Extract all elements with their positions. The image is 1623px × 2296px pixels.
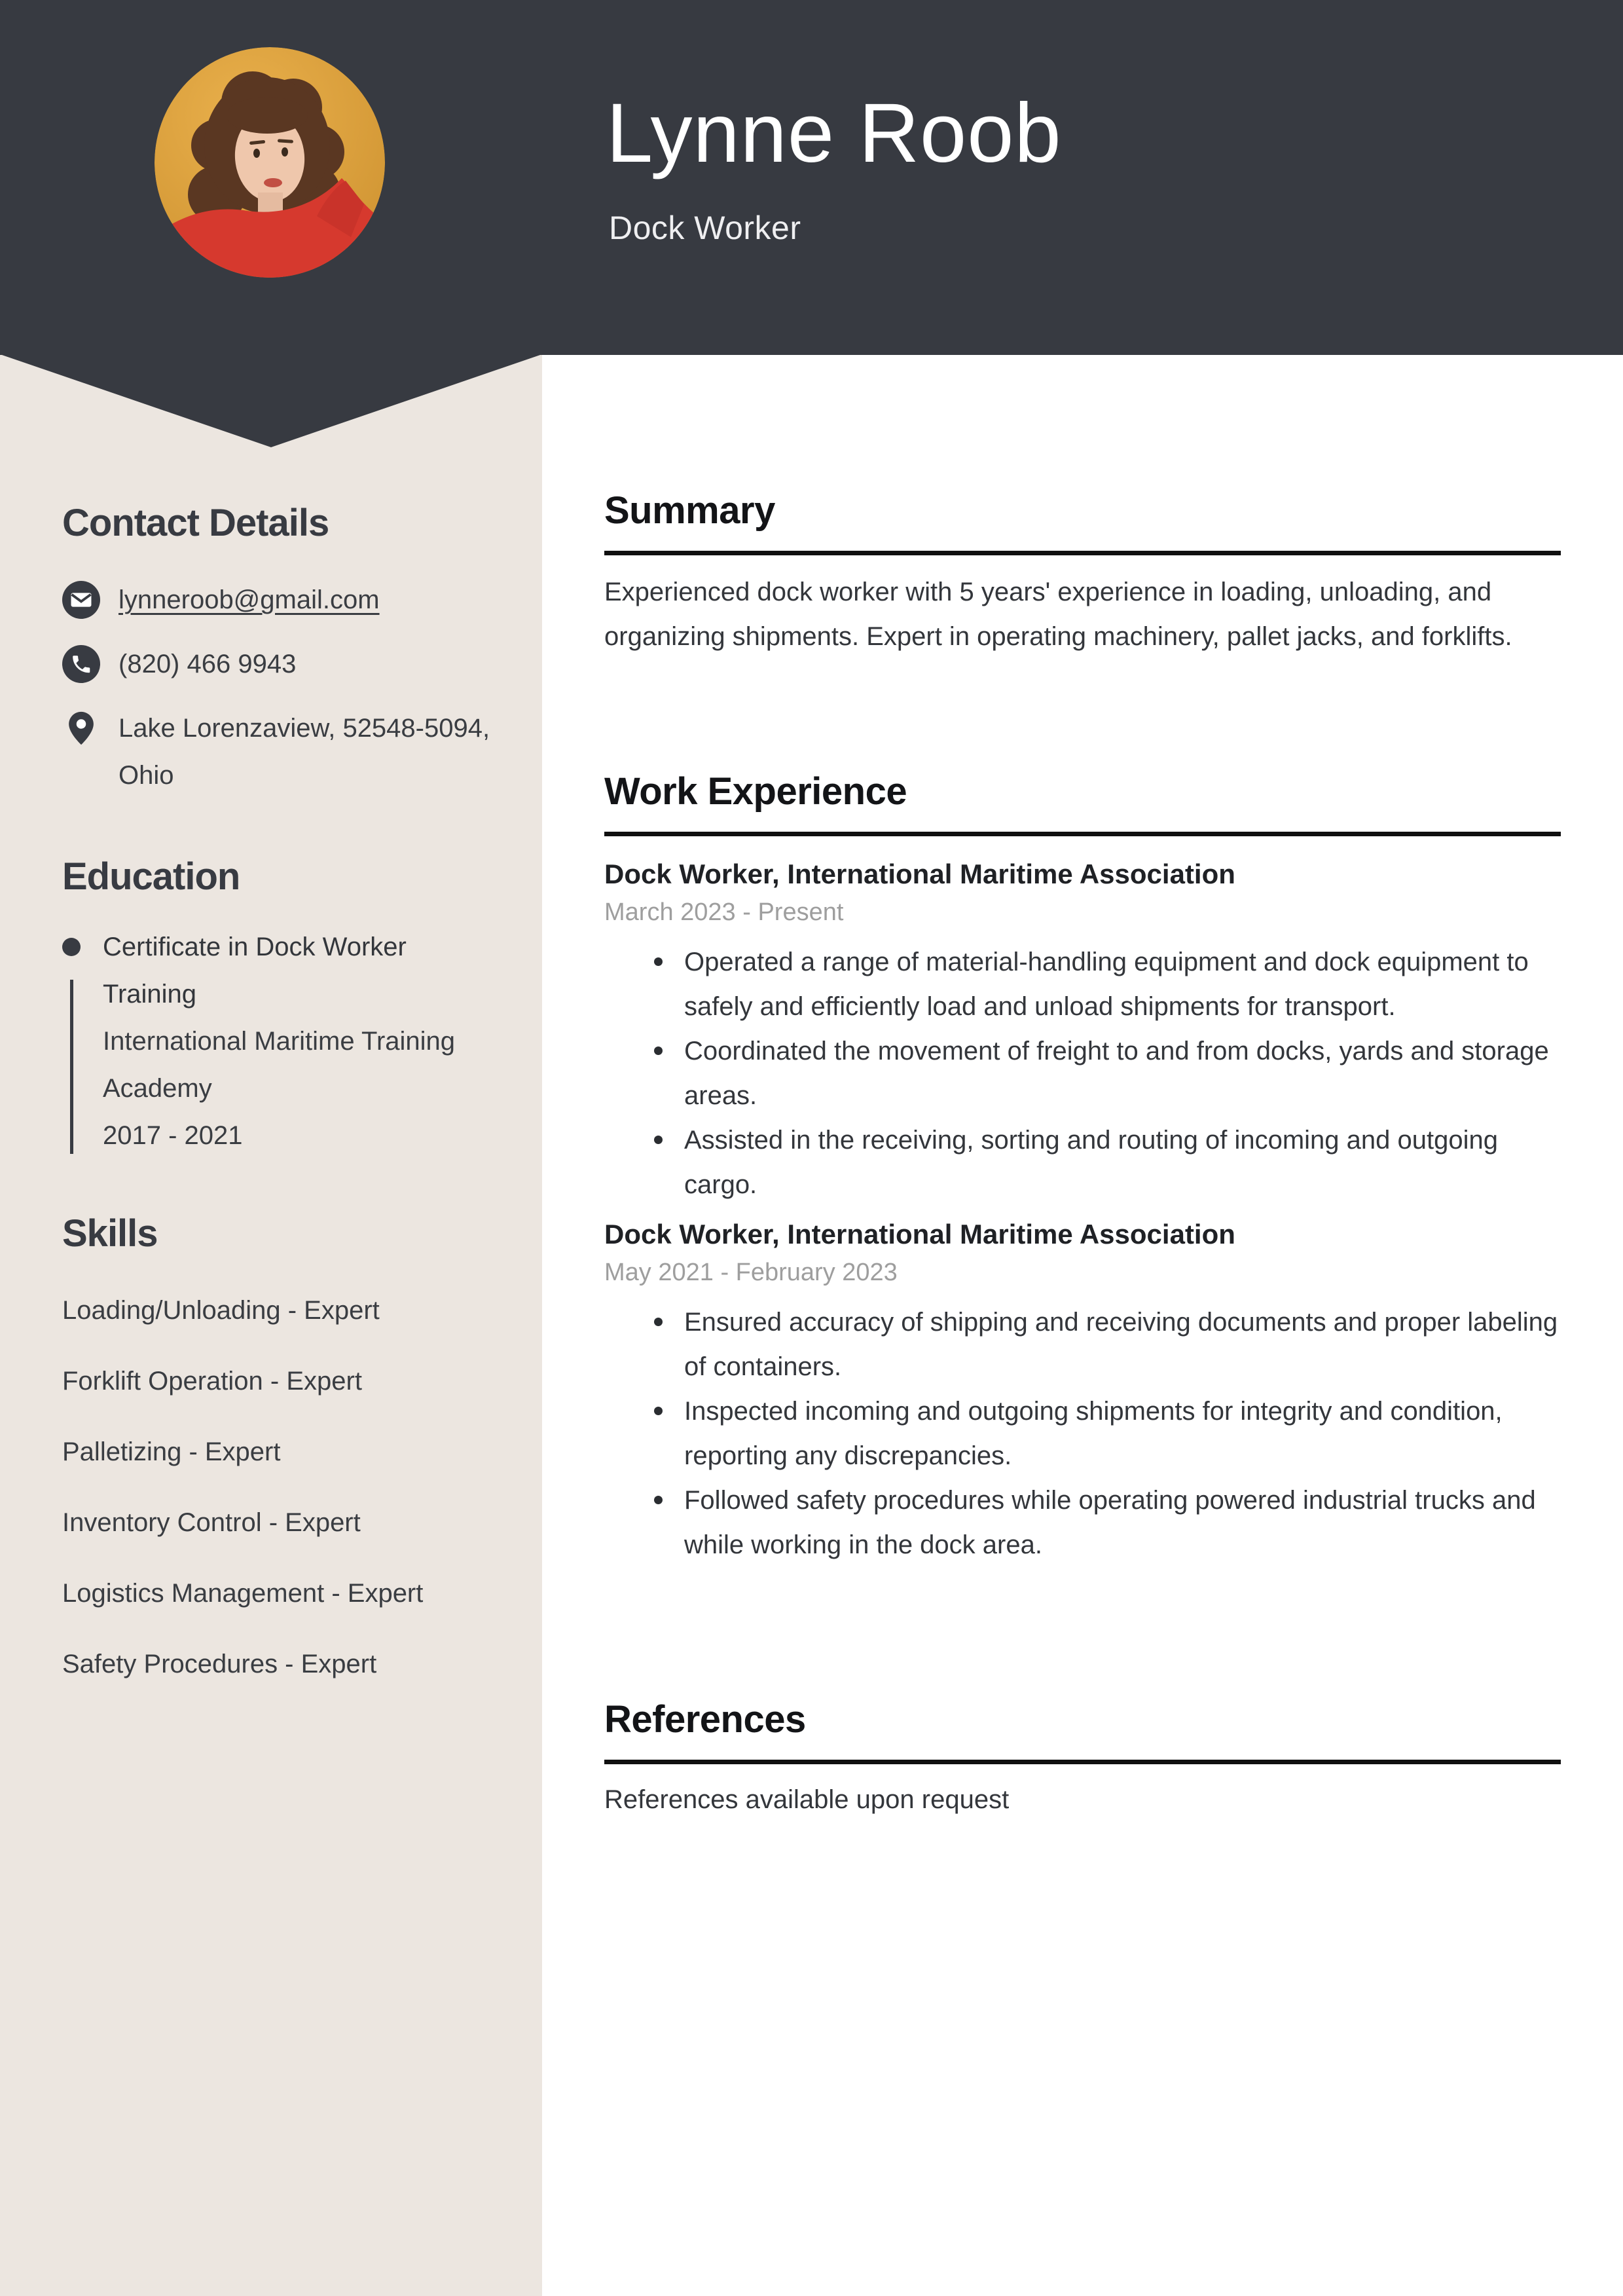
education-entry	[62, 923, 499, 1159]
skills-list	[62, 1287, 499, 1688]
job-bullet: Followed safety procedures while operating powered industrial trucks and while working in the dock area.	[684, 1478, 1561, 1567]
phone-icon	[62, 645, 100, 683]
job-dates: May 2021 - February 2023	[604, 1259, 898, 1286]
profile-photo-illustration	[155, 47, 385, 278]
summary-section	[542, 488, 1623, 659]
contact-details-heading: Contact Details	[62, 502, 329, 544]
skill-item: Logistics Management - Expert	[62, 1579, 424, 1608]
references-text: References available upon request	[604, 1785, 1010, 1814]
job-bullet: Inspected incoming and outgoing shipments for integrity and condition, reporting any discrepancies.	[684, 1389, 1561, 1478]
email-icon	[62, 581, 100, 619]
job-bullet: Assisted in the receiving, sorting and routing of incoming and outgoing cargo.	[684, 1118, 1561, 1207]
email-link[interactable]: lynneroob@gmail.com	[119, 585, 380, 614]
job-bullet-list	[604, 1300, 1561, 1567]
job-dates: March 2023 - Present	[604, 898, 844, 926]
contact-item-location	[62, 705, 499, 799]
references-heading: References	[604, 1697, 1561, 1764]
phone-number: (820) 466 9943	[119, 650, 297, 678]
job-bullet: Coordinated the movement of freight to and from docks, yards and storage areas.	[684, 1029, 1561, 1118]
education-heading: Education	[62, 855, 240, 898]
skill-item: Palletizing - Expert	[62, 1437, 281, 1466]
work-experience-heading: Work Experience	[604, 769, 1561, 836]
contact-item-email	[62, 576, 499, 623]
work-experience-section	[542, 769, 1623, 1567]
location-pin-icon	[62, 709, 100, 747]
job-title: Dock Worker, International Maritime Association	[604, 859, 1235, 889]
job-entry	[604, 856, 1561, 1207]
candidate-name: Lynne Roob	[606, 86, 1062, 180]
summary-text: Experienced dock worker with 5 years' experience in loading, unloading, and organizing shipments. Expert in operating machinery, pallet jacks, and forklifts.	[604, 578, 1512, 651]
contact-list	[62, 576, 499, 799]
skill-item: Inventory Control - Expert	[62, 1508, 361, 1537]
contact-details-section	[0, 500, 542, 816]
education-school: International Maritime Training Academy	[103, 1027, 456, 1103]
education-section	[0, 854, 542, 1159]
job-bullet: Ensured accuracy of shipping and receiving documents and proper labeling of containers.	[684, 1300, 1561, 1389]
job-title: Dock Worker, International Maritime Association	[604, 1219, 1235, 1250]
contact-item-phone	[62, 640, 499, 688]
skills-heading: Skills	[62, 1212, 158, 1255]
job-entry	[604, 1216, 1561, 1567]
candidate-job-title: Dock Worker	[609, 210, 801, 246]
job-bullet: Operated a range of material-handling equipment and dock equipment to safely and efficiently load and unload shipments for transport.	[684, 940, 1561, 1029]
address-text: Lake Lorenzaview, 52548-5094, Ohio	[119, 714, 490, 790]
skill-item: Safety Procedures - Expert	[62, 1650, 377, 1678]
profile-photo	[155, 47, 385, 278]
job-bullet-list	[604, 940, 1561, 1207]
skills-section	[0, 1211, 542, 1711]
skill-item: Loading/Unloading - Expert	[62, 1296, 380, 1325]
skill-item: Forklift Operation - Expert	[62, 1367, 362, 1396]
references-section	[542, 1697, 1623, 1822]
education-dates: 2017 - 2021	[103, 1121, 243, 1150]
education-degree: Certificate in Dock Worker Training	[103, 933, 407, 1009]
summary-heading: Summary	[604, 488, 1561, 555]
